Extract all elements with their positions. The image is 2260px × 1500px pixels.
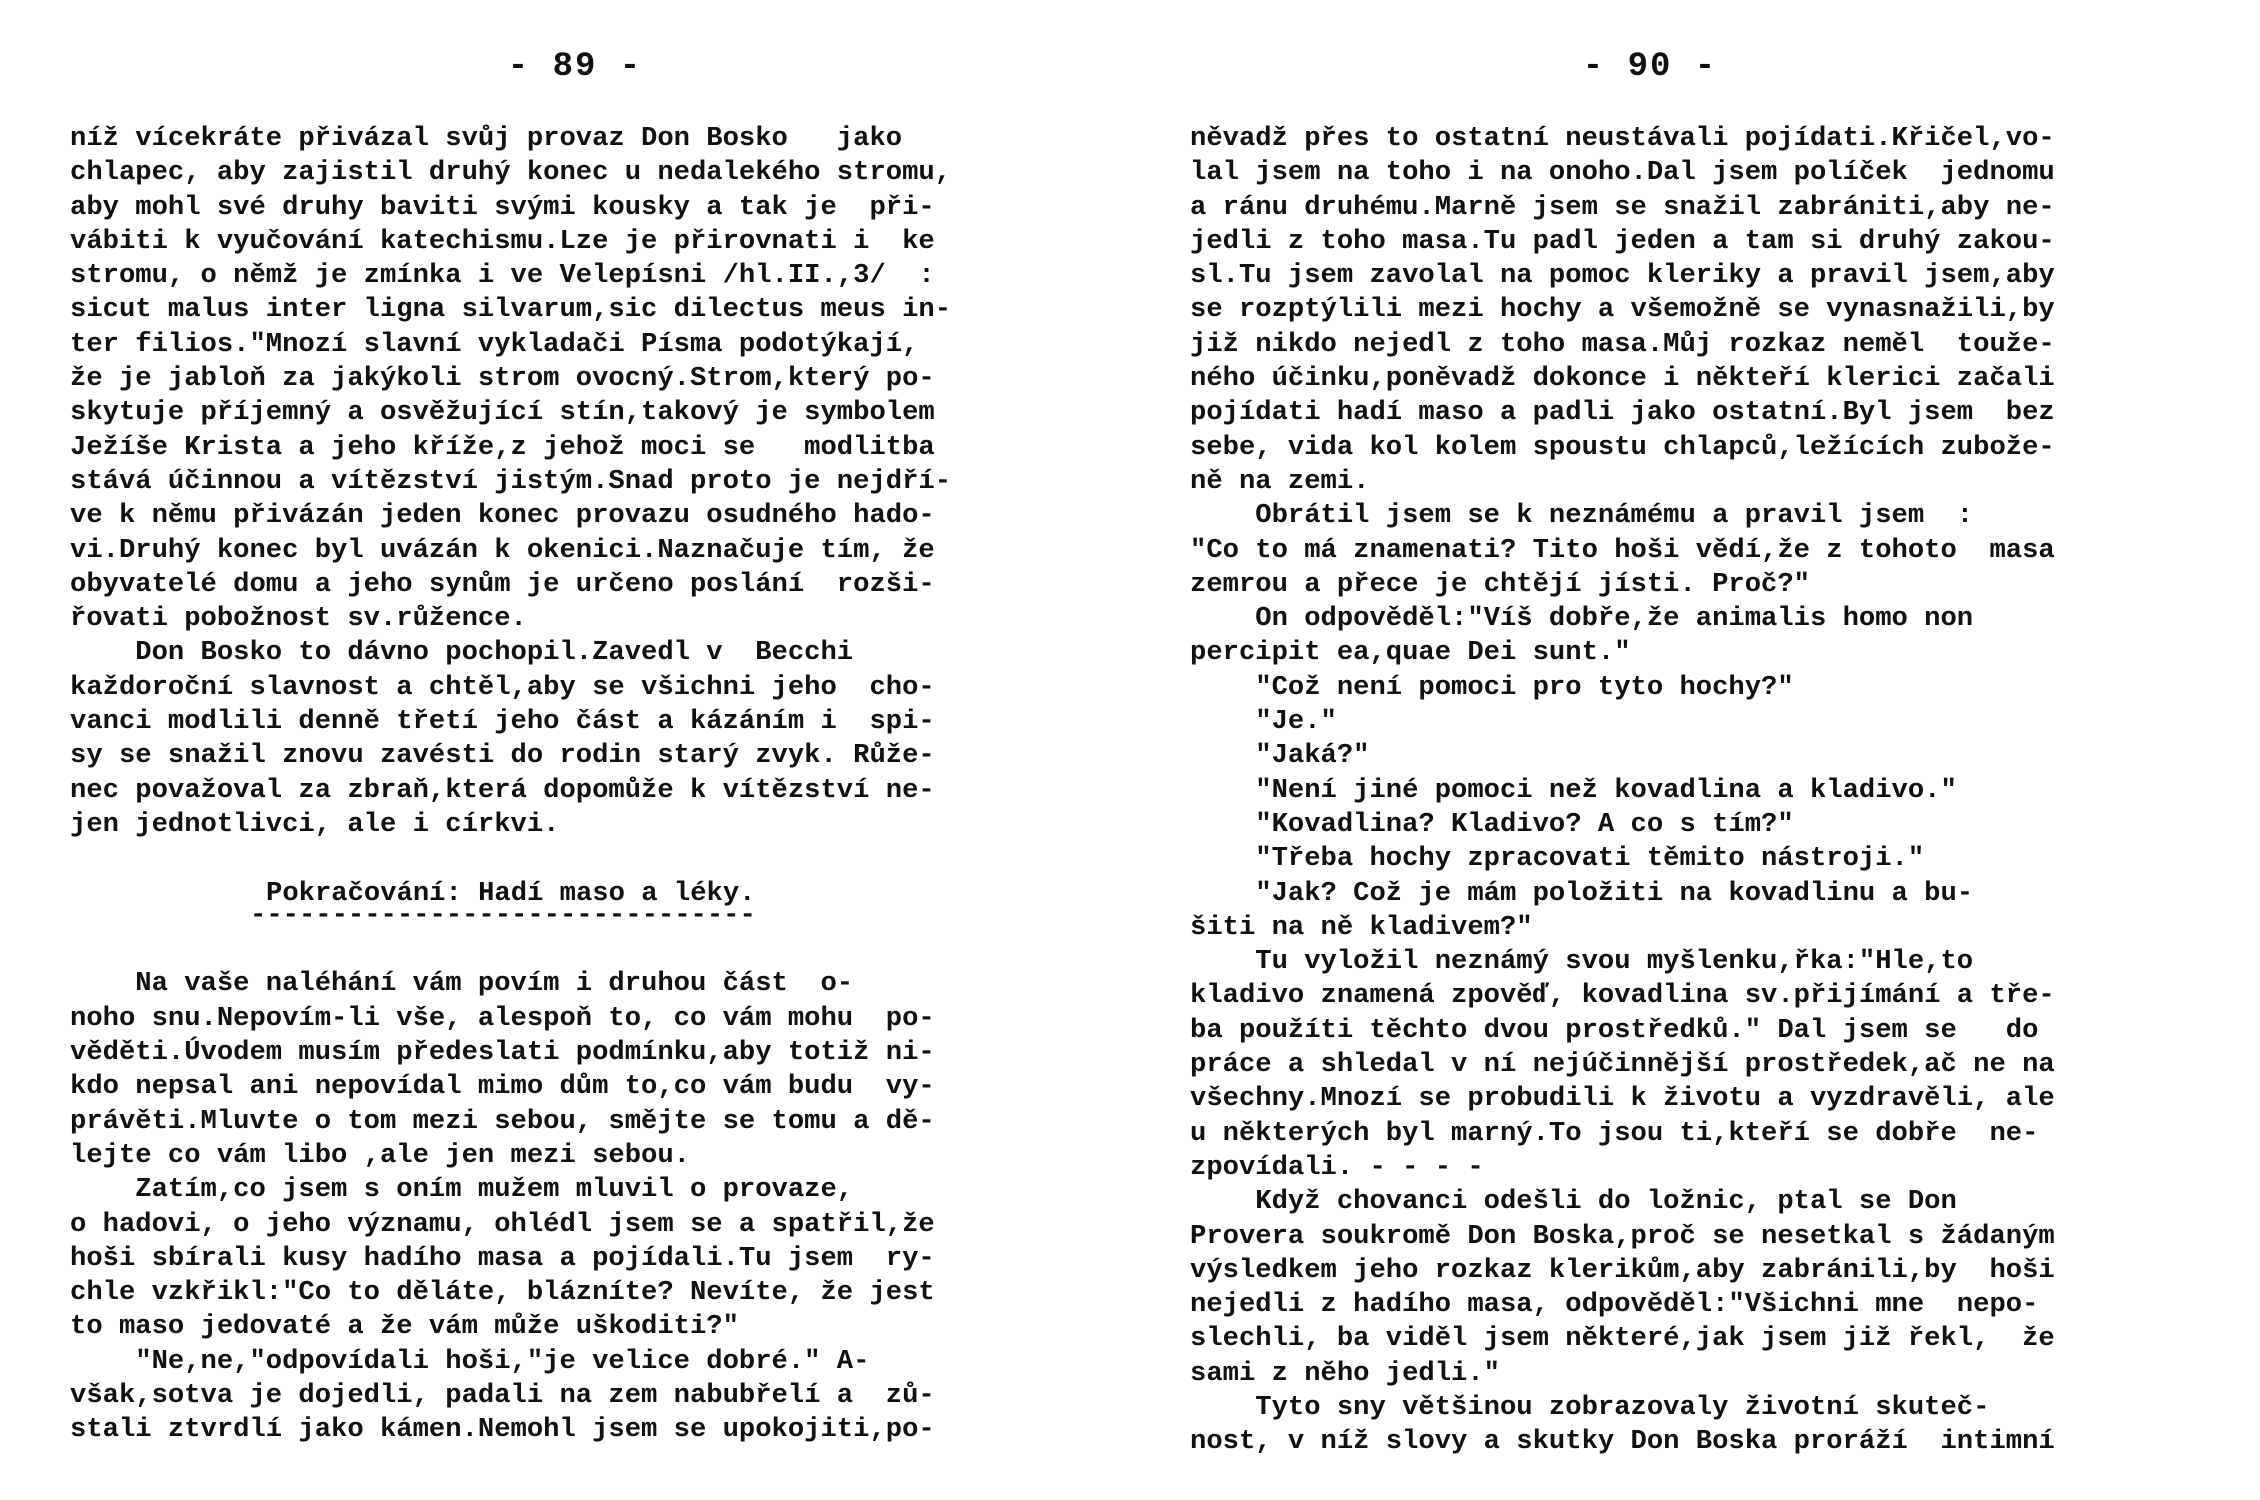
text-line: sebe, vida kol kolem spoustu chlapců,ležících zubože- [1190,431,2055,463]
text-line: "Kovadlina? Kladivo? A co s tím?" [1190,808,1794,840]
text-line: Když chovanci odešli do ložnic, ptal se Don [1190,1186,1957,1218]
text-line: Provera soukromě Don Boska,proč se nesetkal s žádaným [1190,1220,2055,1252]
heading-underline: ------------------------------- [250,899,756,931]
text-line: něvadž přes to ostatní neustávali pojídati.Křičel,vo- [1190,123,2055,154]
text-line: percipit ea,quae Dei sunt." [1190,637,1631,669]
blank-line [70,842,1080,876]
text-line: sy se snažil znovu zavésti do rodin starý zvyk. Růže- [70,740,935,772]
left-page-text [70,122,1080,1448]
text-line: řovati pobožnost sv.růžence. [70,603,527,635]
text-line: každoroční slavnost a chtěl,aby se všichni jeho cho- [70,671,935,703]
text-line: již nikdo nejedl z toho masa.Můj rozkaz neměl touže- [1190,328,2055,360]
section-heading: Pokračování: Hadí maso a léky. [266,877,756,909]
text-line: kladivo znamená zpověď, kovadlina sv.přijímání a tře- [1190,980,2055,1012]
text-line: "Jak? Což je mám položiti na kovadlinu a bu- [1190,877,1974,909]
text-line: pojídati hadí maso a padli jako ostatní.Byl jsem bez [1190,397,2055,429]
text-line: o hadovi, o jeho významu, ohlédl jsem se a spatřil,že [70,1208,935,1240]
text-line: "Co to má znamenati? Tito hoši vědí,že z tohoto masa [1190,534,2055,566]
text-line: sicut malus inter ligna silvarum,sic dilectus meus in- [70,294,952,326]
page-number: - 89 - [507,48,643,86]
text-line: kdo nepsal ani nepovídal mimo dům to,co vám budu vy- [70,1071,935,1103]
text-line: všechny.Mnozí se probudili k životu a vyzdravěli, ale [1190,1083,2055,1115]
text-line: "Jaká?" [1190,740,1370,772]
text-line: ter filios."Mnozí slavní vykladači Písma podotýkají, [70,328,919,360]
text-line: jen jednotlivci, ale i církvi. [70,808,560,840]
text-line: "Třeba hochy zpracovati těmito nástroji." [1190,843,1925,875]
text-line: sl.Tu jsem zavolal na pomoc kleriky a pravil jsem,aby [1190,260,2055,292]
text-line: Zatím,co jsem s oním mužem mluvil o provaze, [70,1174,854,1206]
text-line: nec považoval za zbraň,která dopomůže k vítězství ne- [70,774,935,806]
text-line: jedli z toho masa.Tu padl jeden a tam si druhý zakou- [1190,225,2055,257]
text-line: práce a shledal v ní nejúčinnější prostředek,ač ne na [1190,1049,2055,1081]
text-line: výsledkem jeho rozkaz klerikům,aby zabránili,by hoši [1190,1254,2055,1286]
page-number: - 90 - [1582,48,1718,86]
text-line: obyvatelé domu a jeho synům je určeno poslání rozši- [70,568,935,600]
text-line: ného účinku,poněvadž dokonce i někteří klerici začali [1190,363,2055,395]
text-line: nejedli z hadího masa, odpověděl:"Všichni mne nepo- [1190,1289,2039,1321]
text-line: nost, v níž slovy a skutky Don Boska proráží intimní [1190,1426,2055,1458]
blank-line [70,933,1080,967]
text-line: On odpověděl:"Víš dobře,že animalis homo non [1190,603,1974,635]
text-line: ně na zemi. [1190,465,1370,497]
text-line: však,sotva je dojedli, padali na zem nabubřelí a zů- [70,1379,935,1411]
text-line: to maso jedovaté a že vám může uškoditi?" [70,1311,739,1343]
text-line: slechli, ba viděl jsem některé,jak jsem již řekl, že [1190,1323,2055,1355]
text-line: skytuje příjemný a osvěžující stín,takový je symbolem [70,397,935,429]
left-page [70,0,1080,1500]
text-line: chle vzkřikl:"Co to děláte, blázníte? Nevíte, že jest [70,1277,935,1309]
text-line: stali ztvrdlí jako kámen.Nemohl jsem se upokojiti,po- [70,1414,935,1446]
text-line: vanci modlili denně třetí jeho část a kázáním i spi- [70,706,935,738]
text-line: aby mohl své druhy baviti svými kousky a tak je při- [70,191,935,223]
text-line: Ježíše Krista a jeho kříže,z jehož moci se modlitba [70,431,935,463]
text-line: Na vaše naléhání vám povím i druhou část o- [70,968,854,1000]
text-line: právěti.Mluvte o tom mezi sebou, smějte se tomu a dě- [70,1105,935,1137]
text-line: vi.Druhý konec byl uvázán k okenici.Naznačuje tím, že [70,534,935,566]
text-line: "Je." [1190,706,1337,738]
text-line: zpovídali. - - - - [1190,1151,1484,1183]
text-line: šiti na ně kladivem?" [1190,911,1533,943]
text-line: Don Bosko to dávno pochopil.Zavedl v Becchi [70,637,854,669]
text-line: že je jabloň za jakýkoli strom ovocný.Strom,který po- [70,363,935,395]
text-line: níž vícekráte přivázal svůj provaz Don Bosko jako [70,123,903,154]
text-line: ba použíti těchto dvou prostředků." Dal jsem se do [1190,1014,2039,1046]
text-line: Tu vyložil neznámý svou myšlenku,řka:"Hle,to [1190,946,1974,978]
text-line: zemrou a přece je chtějí jísti. Proč?" [1190,568,1810,600]
text-line: lejte co vám libo ,ale jen mezi sebou. [70,1139,690,1171]
text-line: stromu, o němž je zmínka i ve Velepísni /hl.II.,3/ : [70,260,935,292]
text-line: stává účinnou a vítězství jistým.Snad proto je nejdří- [70,465,952,497]
text-line: sami z něho jedli." [1190,1357,1500,1389]
right-page [1190,0,2200,1500]
text-line: "Není jiné pomoci než kovadlina a kladivo." [1190,774,1957,806]
text-line: ve k němu přivázán jeden konec provazu osudného hado- [70,500,935,532]
right-page-text [1190,122,2200,1460]
text-line: "Ne,ne,"odpovídali hoši,"je velice dobré." A- [70,1345,870,1377]
text-line: Obrátil jsem se k neznámému a pravil jsem : [1190,500,1974,532]
text-line: chlapec, aby zajistil druhý konec u nedalekého stromu, [70,157,952,189]
text-line: lal jsem na toho i na onoho.Dal jsem políček jednomu [1190,157,2055,189]
text-line: Tyto sny většinou zobrazovaly životní skuteč- [1190,1391,1990,1423]
text-line: u některých byl marný.To jsou ti,kteří se dobře ne- [1190,1117,2039,1149]
text-line: noho snu.Nepovím-li vše, alespoň to, co vám mohu po- [70,1002,935,1034]
text-line: hoši sbírali kusy hadího masa a pojídali.Tu jsem ry- [70,1242,935,1274]
text-line: se rozptýlili mezi hochy a všemožně se vynasnažili,by [1190,294,2055,326]
text-line: vábiti k vyučování katechismu.Lze je přirovnati i ke [70,225,935,257]
text-line: a ránu druhému.Marně jsem se snažil zabrániti,aby ne- [1190,191,2055,223]
text-line: "Což není pomoci pro tyto hochy?" [1190,671,1794,703]
text-line: věděti.Úvodem musím předeslati podmínku,aby totiž ni- [70,1037,935,1069]
